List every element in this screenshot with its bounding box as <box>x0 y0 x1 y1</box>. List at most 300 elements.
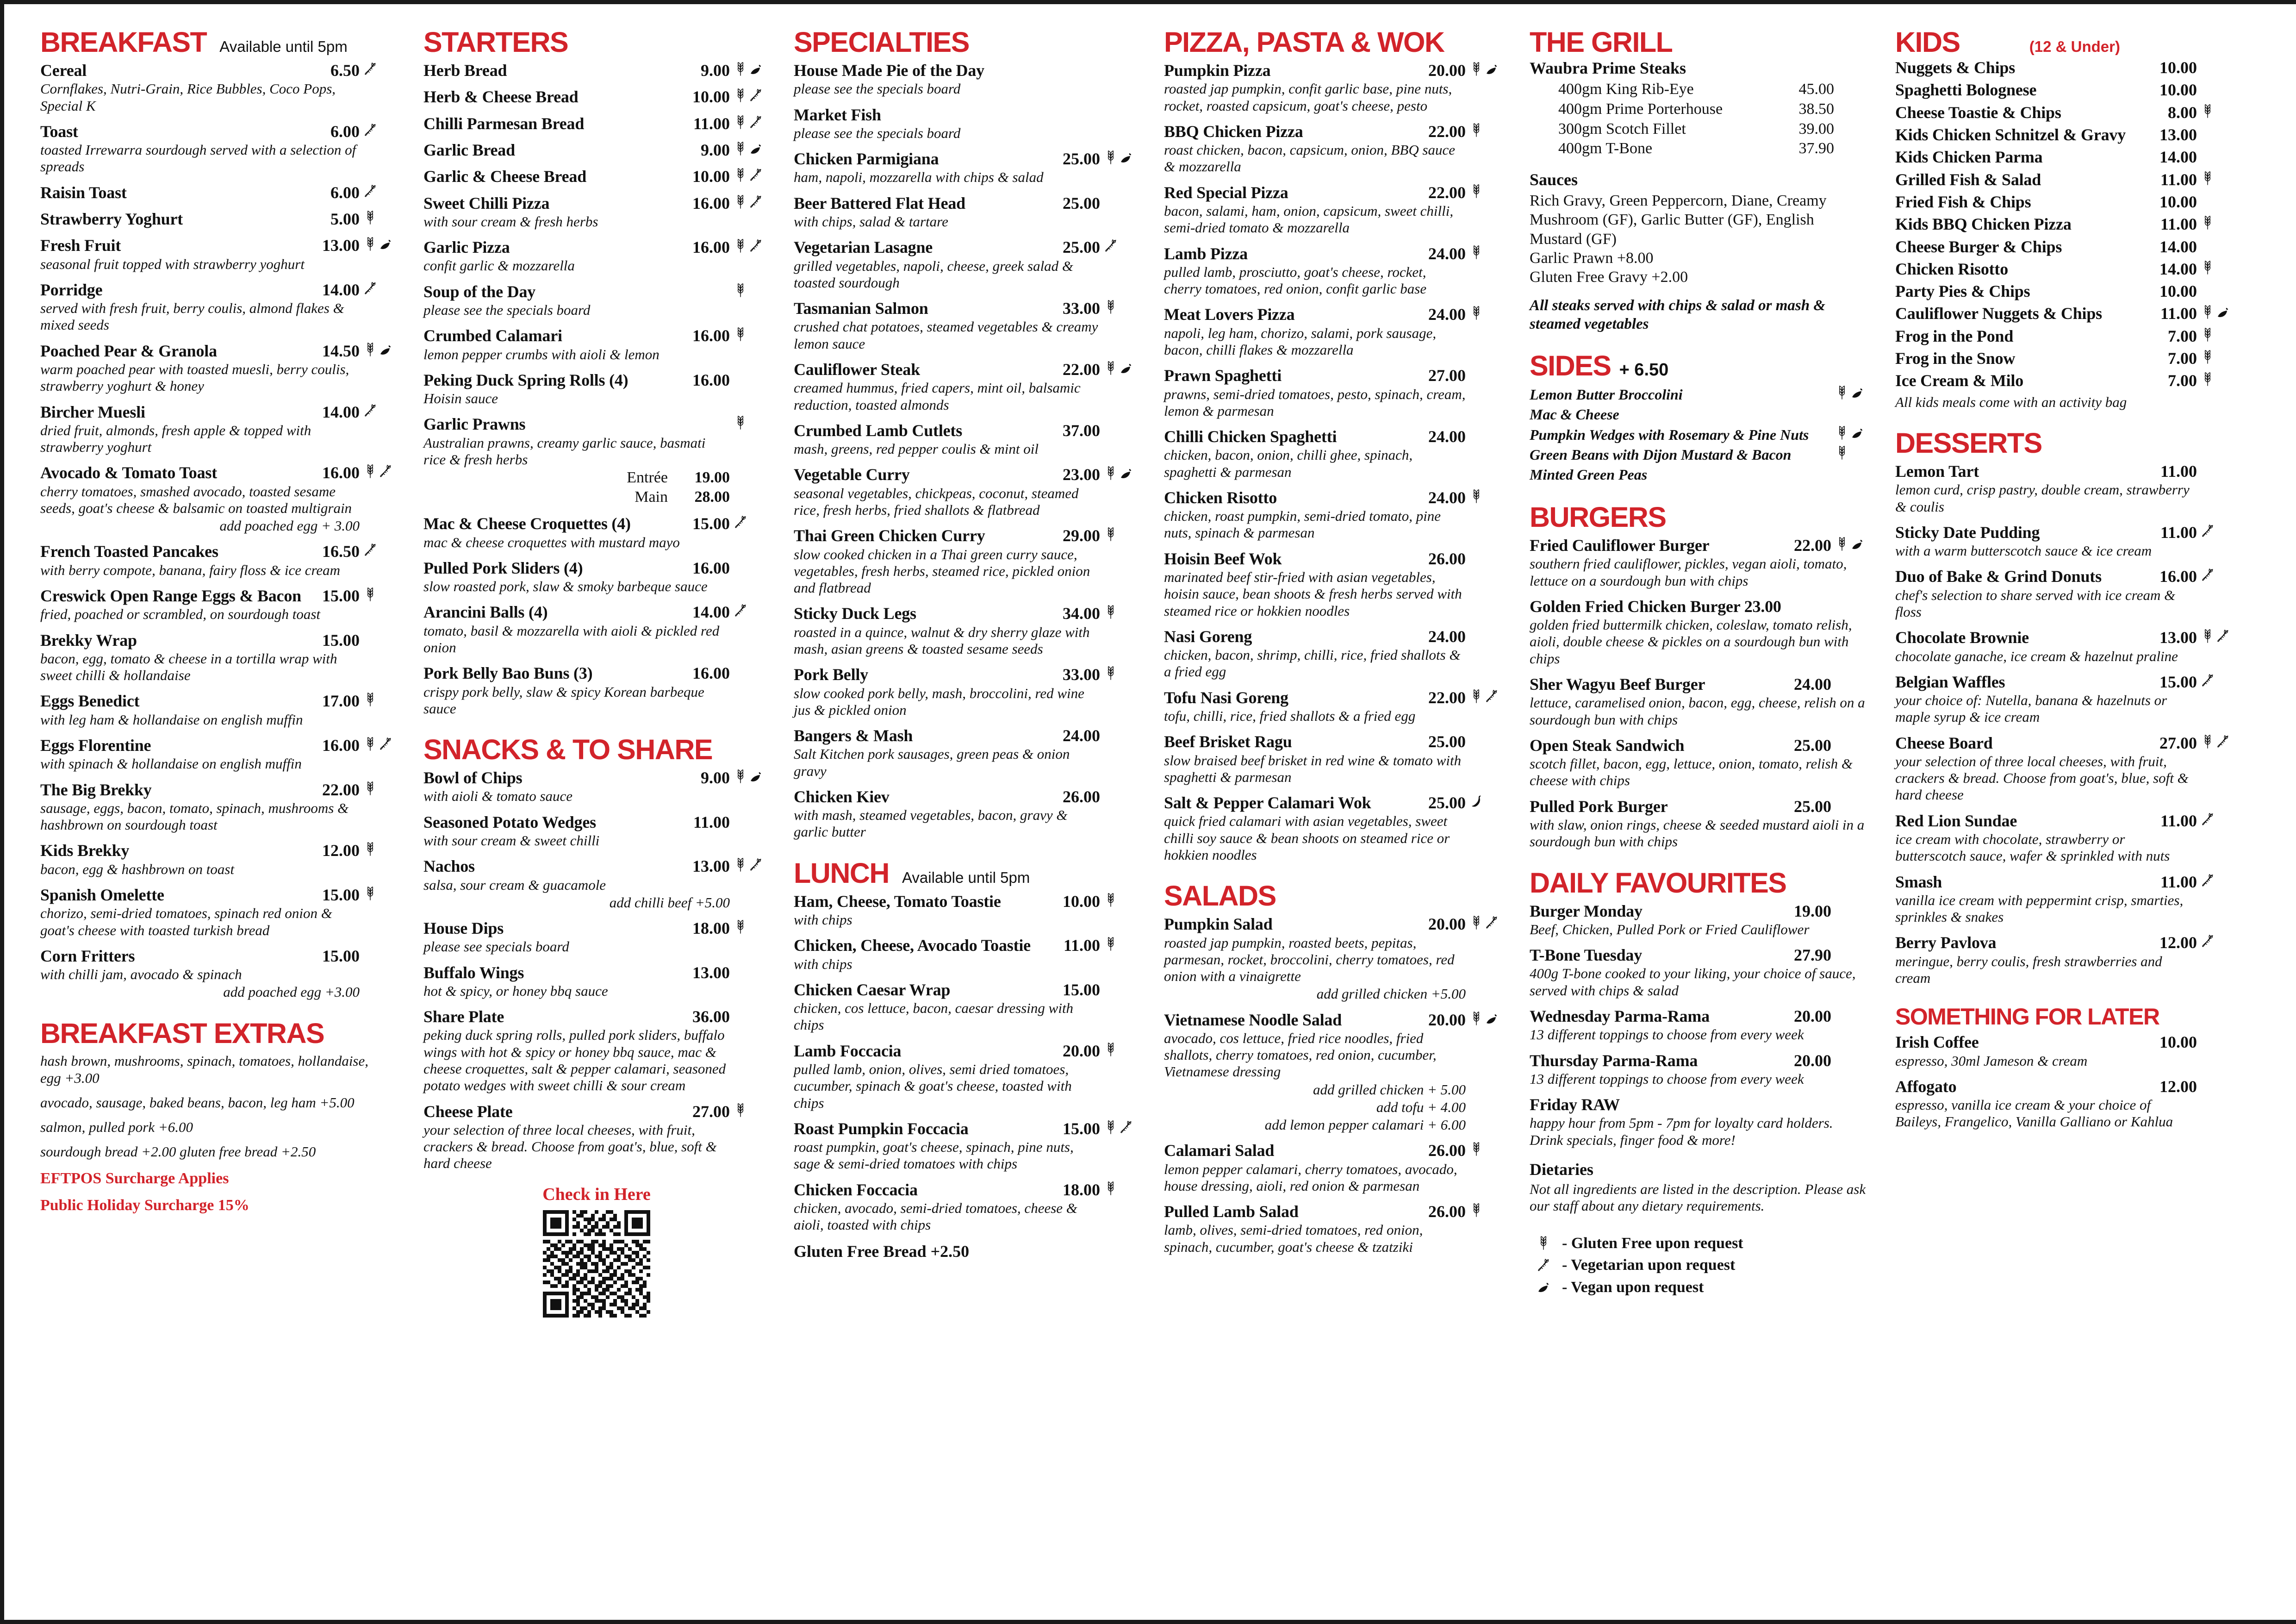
menu-item-price: 23.00 <box>1063 465 1100 484</box>
side-name: Lemon Butter Broccolini <box>1530 386 1683 403</box>
carrot-icon <box>363 183 377 199</box>
menu-item <box>1530 797 1871 850</box>
wheat-icon <box>2201 628 2215 644</box>
column-kids-desserts <box>1883 28 2249 1138</box>
menu-item <box>794 892 1140 929</box>
leaf-icon <box>749 768 763 784</box>
wheat-icon <box>1537 1235 1550 1251</box>
wheat-icon <box>1104 604 1118 620</box>
menu-item-price: 11.00 <box>693 114 730 133</box>
menu-item-description: golden fried buttermilk chicken, coleslaw, tomato relish, aioli, double cheese & pickles on a sourdough bun with chips <box>1530 617 1852 667</box>
wheat-icon <box>1469 244 1483 260</box>
menu-item-name: T-Bone Tuesday <box>1530 946 1642 965</box>
menu-item-description: with chips <box>794 912 852 928</box>
menu-item-description: slow cooked chicken in a Thai green curry sauce, vegetables, fresh herbs, steamed rice, pickled onion and flatbread <box>794 546 1090 596</box>
menu-item-name: Frog in the Pond <box>1895 326 2014 345</box>
dietary-icon-group <box>1466 732 1506 748</box>
menu-item-head <box>423 857 770 875</box>
menu-item-name: Market Fish <box>794 105 881 124</box>
menu-item-name: Bangers & Mash <box>794 726 913 745</box>
breakfast-availability-note: Available until 5pm <box>219 38 348 55</box>
menu-item <box>1530 902 1871 938</box>
menu-item-price: 15.00 <box>322 587 360 606</box>
menu-item-description: chicken, bacon, onion, chilli ghee, spinach, spaghetti & parmesan <box>1164 447 1413 480</box>
dietary-icon-group <box>1466 1141 1506 1157</box>
menu-item-price: 24.00 <box>1794 675 1831 694</box>
menu-item-price: 14.00 <box>2159 259 2197 278</box>
menu-item-price: 10.00 <box>2159 282 2197 301</box>
menu-item <box>794 1119 1140 1173</box>
dietary-icon-group <box>1100 465 1140 481</box>
menu-item-head <box>1530 736 1871 755</box>
menu-item <box>1164 732 1506 786</box>
wheat-icon <box>1104 465 1118 481</box>
breakfast-notices <box>40 1170 399 1214</box>
wheat-icon <box>1104 1181 1118 1196</box>
dietary-icon-group <box>2197 567 2237 583</box>
menu-item-description: with a warm butterscotch sauce & ice cream <box>1895 543 2152 559</box>
dietary-icon-group <box>1100 421 1140 437</box>
carrot-icon <box>363 61 377 77</box>
legend-row <box>1530 1255 1871 1275</box>
menu-item-name: Wednesday Parma-Rama <box>1530 1006 1710 1025</box>
menu-item-description: peking duck spring rolls, pulled pork sliders, buffalo wings with hot & spicy or honey bbq sauce, mac & cheese croquettes, salt & pepper calamari, seasoned potato wedges with sweet chilli & sour cream <box>423 1027 726 1094</box>
menu-item-size-price <box>423 468 770 487</box>
dietary-icon-group <box>730 1007 770 1023</box>
grill-serving-note: All steaks served with chips & salad or mash & steamed vegetables <box>1530 297 1825 332</box>
menu-item-head <box>1895 812 2237 830</box>
wheat-icon <box>363 342 377 357</box>
dietary-icon-group <box>360 886 399 901</box>
wheat-icon <box>1469 183 1483 199</box>
menu-item-price: 14.00 <box>322 280 360 299</box>
menu-item-description: with slaw, onion rings, cheese & seeded mustard aioli in a sourdough bun with chips <box>1530 817 1865 850</box>
dietary-icon-group <box>1831 1007 1871 1023</box>
menu-item-head <box>40 122 399 141</box>
menu-item-price: 22.00 <box>1794 536 1831 555</box>
menu-item-name: Nuggets & Chips <box>1895 58 2016 77</box>
wheat-icon <box>363 841 377 857</box>
menu-item-name: Smash <box>1895 872 1942 891</box>
chilli-icon <box>1469 793 1483 809</box>
wheat-icon <box>363 463 377 479</box>
menu-item-head <box>423 664 770 682</box>
menu-item-head <box>794 1042 1140 1060</box>
steak-name: 400gm Prime Porterhouse <box>1558 100 1723 118</box>
dietary-icon-group <box>1831 1095 1871 1111</box>
dietary-icon-group <box>1466 1011 1506 1026</box>
dietary-icon-group <box>1100 936 1140 952</box>
menu-item <box>40 692 399 728</box>
menu-item-head <box>1895 628 2237 647</box>
menu-item <box>423 603 770 656</box>
menu-item <box>794 526 1140 596</box>
qr-code-wrap[interactable] <box>423 1210 770 1318</box>
dietary-icon-group <box>2197 812 2237 827</box>
dietary-icon-group <box>2197 237 2237 253</box>
menu-item-description: with sour cream & sweet chilli <box>423 832 600 849</box>
menu-item-description: chicken, avocado, semi-dried tomatoes, cheese & aioli, toasted with chips <box>794 1200 1077 1233</box>
carrot-icon <box>363 122 377 138</box>
menu-item-description: fried, poached or scrambled, on sourdough toast <box>40 606 321 623</box>
grill-steak-list <box>1530 80 1871 159</box>
breakfast-extra-line: salmon, pulled pork +6.00 <box>40 1119 193 1136</box>
leaf-icon <box>379 342 392 357</box>
dietary-icon-group <box>2197 673 2237 688</box>
menu-item-name: Burger Monday <box>1530 901 1643 920</box>
dietary-legend <box>1530 1233 1871 1298</box>
menu-item-name: Red Special Pizza <box>1164 183 1288 202</box>
menu-item-name: Beef Brisket Ragu <box>1164 732 1292 751</box>
dietary-icon-group <box>1100 238 1140 254</box>
menu-item-description: 13 different toppings to choose from every week <box>1530 1070 1804 1087</box>
menu-item-description: prawns, semi-dried tomatoes, pesto, spinach, cream, lemon & parmesan <box>1164 386 1466 419</box>
menu-item-head <box>1530 536 1871 555</box>
wheat-icon <box>2201 170 2215 186</box>
dietaries-heading: Dietaries <box>1530 1160 1593 1179</box>
carrot-icon <box>1104 238 1118 254</box>
menu-item-head <box>40 781 399 799</box>
menu-item-name: Kids Brekky <box>40 841 130 860</box>
dietary-icon-group <box>1466 244 1506 260</box>
section-header-desserts <box>1895 429 2237 457</box>
carrot-icon <box>2201 933 2215 949</box>
dietary-icon-group <box>2197 282 2237 298</box>
menu-item <box>1164 915 1506 1002</box>
menu-item-name: Affogato <box>1895 1077 1957 1096</box>
menu-item-price: 10.00 <box>692 87 730 106</box>
dietary-icon-group <box>2197 371 2237 387</box>
menu-item <box>1164 244 1506 298</box>
menu-item-description: happy hour from 5pm - 7pm for loyalty card holders. Drink specials, finger food & more! <box>1530 1115 1833 1148</box>
menu-item-price: 15.00 <box>2159 672 2197 691</box>
menu-item <box>423 326 770 363</box>
dietary-icon-group <box>2197 81 2237 96</box>
wheat-icon <box>734 61 747 77</box>
dietary-icon-group <box>2197 523 2237 539</box>
menu-item-head <box>794 150 1140 168</box>
menu-item-price: 24.00 <box>1063 726 1100 745</box>
section-title-kids: KIDS <box>1895 26 1960 58</box>
wheat-icon <box>734 415 747 431</box>
menu-item-description: Salt Kitchen pork sausages, green peas & onion gravy <box>794 746 1070 779</box>
menu-item-head <box>423 87 770 106</box>
section-header-specialties <box>794 28 1140 56</box>
menu-item-price: 27.90 <box>1794 946 1831 965</box>
menu-item-description: with chips, salad & tartare <box>794 213 948 230</box>
menu-item-name: Vegetable Curry <box>794 465 910 484</box>
carrot-icon <box>2201 812 2215 827</box>
menu-item-price: 25.00 <box>1428 793 1466 812</box>
menu-item-name: Fresh Fruit <box>40 236 121 255</box>
menu-item <box>1164 61 1506 114</box>
dietary-icon-group <box>1100 1181 1140 1196</box>
menu-item <box>423 114 770 133</box>
dietary-icon-group <box>730 559 770 575</box>
menu-item <box>1164 183 1506 237</box>
menu-item-name: Peking Duck Spring Rolls (4) <box>423 370 628 389</box>
menu-item-head <box>1895 523 2237 542</box>
menu-item-head <box>794 981 1140 999</box>
dietary-icon-group <box>1466 366 1506 382</box>
menu-item-description: roasted jap pumpkin, roasted beets, pepitas, parmesan, rocket, broccolini, cherry tomatoes, red onion with a vinaigrette <box>1164 934 1455 985</box>
menu-item-head <box>423 282 770 301</box>
menu-item-head <box>40 736 399 755</box>
dietary-icon-group <box>2197 933 2237 949</box>
menu-item-name: Sweet Chilli Pizza <box>423 194 550 212</box>
menu-item-name: Crumbed Calamari <box>423 326 562 345</box>
dietary-icon-group <box>2197 628 2237 644</box>
menu-item-head <box>794 787 1140 806</box>
menu-item-head <box>40 463 399 482</box>
section-title-burgers: BURGERS <box>1530 501 1666 533</box>
menu-item-price: 10.00 <box>2159 58 2197 77</box>
menu-item-name: Chilli Parmesan Bread <box>423 114 585 133</box>
dietary-icon-group <box>1100 360 1140 376</box>
dietary-icon-group <box>1831 902 1871 918</box>
wheat-icon <box>734 326 747 342</box>
menu-item-head <box>1164 61 1506 80</box>
menu-item-description: Beef, Chicken, Pulled Pork or Fried Cauliflower <box>1530 921 1810 937</box>
menu-item-description: 400g T-bone cooked to your liking, your choice of sauce, served with chips & salad <box>1530 965 1856 999</box>
dietary-icon-group <box>2197 304 2237 320</box>
menu-item-name: Frog in the Snow <box>1895 349 2016 368</box>
menu-item-price: 13.00 <box>692 857 730 876</box>
section-header-starters <box>423 28 770 56</box>
menu-item-name: Kids BBQ Chicken Pizza <box>1895 215 2072 234</box>
menu-item <box>423 282 770 319</box>
dietary-icon-group <box>730 238 770 254</box>
menu-item-name: Crumbed Lamb Cutlets <box>794 421 963 440</box>
menu-item <box>1895 673 2237 726</box>
menu-item <box>40 947 399 1001</box>
menu-item-name: Duo of Bake & Grind Donuts <box>1895 567 2102 586</box>
menu-item-name: Arancini Balls (4) <box>423 603 548 622</box>
steak-name: 300gm Scotch Fillet <box>1558 120 1686 137</box>
menu-item <box>1895 1077 2237 1131</box>
menu-item-name: Garlic Prawns <box>423 415 526 434</box>
leaf-icon <box>1850 425 1864 441</box>
menu-item-name: Eggs Florentine <box>40 736 151 755</box>
menu-item-price: 13.00 <box>322 236 360 255</box>
dietary-icon-group <box>1466 550 1506 565</box>
menu-item <box>1895 215 2237 233</box>
menu-item-head <box>794 726 1140 745</box>
menu-item <box>423 238 770 275</box>
dietary-icon-group <box>1100 1042 1140 1057</box>
menu-item-head <box>423 1007 770 1026</box>
menu-item-name: Beer Battered Flat Head <box>794 194 965 212</box>
menu-item-price: 14.00 <box>692 603 730 622</box>
menu-item-name: Soup of the Day <box>423 282 536 301</box>
menu-item-price: 6.00 <box>330 183 360 202</box>
dietary-icon-group <box>1466 61 1506 77</box>
qr-code-icon[interactable] <box>543 1210 650 1318</box>
grill-sauces-text: Rich Gravy, Green Peppercorn, Diane, Creamy Mushroom (GF), Garlic Butter (GF), English Mustard (GF) <box>1530 192 1827 248</box>
dietary-icon-group <box>730 664 770 680</box>
menu-item-name: Sticky Duck Legs <box>794 604 916 623</box>
dietary-icon-group <box>1100 150 1140 165</box>
breakfast-extra-line: sourdough bread +2.00 gluten free bread +2.50 <box>40 1143 316 1160</box>
legend-label: - Gluten Free upon request <box>1562 1234 1743 1252</box>
carrot-icon <box>1119 1119 1133 1135</box>
menu-item-name: Chicken Risotto <box>1895 259 2009 278</box>
menu-item <box>40 781 399 834</box>
dietary-icon-group <box>1100 61 1140 77</box>
dietary-icon-group <box>360 122 399 138</box>
menu-item <box>794 1042 1140 1112</box>
menu-item-description: hot & spicy, or honey bbq sauce <box>423 982 608 999</box>
leaf-icon <box>1119 465 1133 481</box>
menu-item-head <box>1895 873 2237 891</box>
menu-item-price: 20.00 <box>1794 1006 1831 1025</box>
section-title-grill: THE GRILL <box>1530 26 1673 58</box>
menu-item-head <box>423 559 770 577</box>
menu-item <box>40 631 399 684</box>
menu-item-price: 11.00 <box>2160 304 2197 323</box>
menu-item <box>794 1181 1140 1234</box>
menu-item-name: Pulled Pork Sliders (4) <box>423 558 583 577</box>
menu-item-price: 16.00 <box>692 238 730 257</box>
legend-label: - Vegan upon request <box>1562 1278 1704 1296</box>
dietary-icon-group <box>730 141 770 156</box>
menu-item-name: Corn Fritters <box>40 946 135 965</box>
menu-item-price: 12.00 <box>2159 933 2197 952</box>
dietary-icon-group <box>1100 665 1140 681</box>
menu-item-price: 18.00 <box>692 919 730 937</box>
menu-item-description: Australian prawns, creamy garlic sauce, basmati rice & fresh herbs <box>423 434 706 468</box>
side-row <box>1530 405 1871 425</box>
dietary-icon-group <box>730 415 770 431</box>
menu-item <box>423 141 770 159</box>
menu-item <box>794 465 1140 518</box>
menu-item-head <box>1164 122 1506 141</box>
leaf-icon <box>1485 1011 1499 1026</box>
menu-item <box>1895 237 2237 256</box>
legend-row <box>1530 1277 1871 1298</box>
leaf-icon <box>1119 360 1133 376</box>
menu-item <box>1164 122 1506 175</box>
menu-item-head <box>1164 305 1506 324</box>
menu-item-name: BBQ Chicken Pizza <box>1164 122 1303 141</box>
dietary-icon-group <box>1100 787 1140 803</box>
menu-item-head <box>1164 627 1506 646</box>
legend-icon-wrap <box>1530 1279 1557 1295</box>
menu-item-name: Salt & Pepper Calamari Wok <box>1164 793 1371 812</box>
menu-item-description: please see specials board <box>423 938 569 955</box>
carrot-icon <box>1485 915 1499 931</box>
menu-item <box>1530 1051 1871 1088</box>
menu-item-description: sausage, eggs, bacon, tomato, spinach, mushrooms & hashbrown on sourdough toast <box>40 800 349 833</box>
menu-item-name: Creswick Open Range Eggs & Bacon <box>40 587 301 606</box>
menu-item-name: Chicken Risotto <box>1164 488 1277 507</box>
menu-item-description: with chips <box>794 956 852 972</box>
menu-item <box>423 371 770 407</box>
menu-item-head <box>794 665 1140 684</box>
leaf-icon <box>749 61 763 77</box>
dietary-icon-group <box>1100 981 1140 996</box>
menu-item-head <box>1530 797 1871 816</box>
menu-item-price: 12.00 <box>322 841 360 860</box>
side-row <box>1530 385 1871 405</box>
menu-item-name: Calamari Salad <box>1164 1141 1275 1160</box>
carrot-icon <box>749 857 763 873</box>
dietary-icon-group <box>1831 405 1871 420</box>
menu-item-name: Strawberry Yoghurt <box>40 210 183 228</box>
section-header-burgers <box>1530 503 1871 531</box>
menu-item-name: Toast <box>40 122 78 141</box>
grill-sauces-heading: Sauces <box>1530 170 1578 189</box>
menu-item-head <box>40 947 399 965</box>
dietary-icon-group <box>1100 726 1140 742</box>
menu-item-price: 20.00 <box>1063 1041 1100 1060</box>
dietaries-text: Not all ingredients are listed in the description. Please ask our staff about any dietary requirements. <box>1530 1181 1866 1214</box>
wheat-icon <box>2201 304 2215 320</box>
menu-item-name: Cheese Burger & Chips <box>1895 237 2062 256</box>
leaf-icon <box>1850 536 1864 552</box>
dietary-icon-group <box>360 463 399 479</box>
dietary-icon-group <box>1100 194 1140 210</box>
menu-item-head <box>423 919 770 937</box>
menu-item-name: Eggs Benedict <box>40 692 140 711</box>
menu-item-name: Cauliflower Nuggets & Chips <box>1895 304 2102 323</box>
menu-item <box>794 604 1140 657</box>
wheat-icon <box>1469 488 1483 504</box>
steak-price: 45.00 <box>1798 81 1834 98</box>
dietary-icon-group <box>1466 627 1506 643</box>
menu-item-name: Nachos <box>423 857 475 876</box>
column-grill <box>1518 28 1883 1299</box>
menu-item-name: Hoisin Beef Wok <box>1164 549 1282 568</box>
section-title-breakfast: BREAKFAST <box>40 26 207 58</box>
menu-item <box>1164 1202 1506 1255</box>
breakfast-extra-line: avocado, sausage, baked beans, bacon, leg ham +5.00 <box>40 1094 355 1111</box>
menu-item-description: please see the specials board <box>423 302 591 319</box>
snacks-item-list <box>423 768 770 1172</box>
menu-item <box>1895 125 2237 144</box>
dietary-icon-group <box>360 210 399 225</box>
carrot-icon <box>2216 628 2230 644</box>
dietary-icon-group <box>730 919 770 935</box>
carrot-icon <box>363 542 377 558</box>
menu-item-name: Brekky Wrap <box>40 631 137 650</box>
menu-item <box>1895 148 2237 166</box>
dietary-icon-group <box>730 768 770 784</box>
desserts-item-list <box>1895 462 2237 987</box>
size-price: 28.00 <box>694 488 730 506</box>
carrot-icon <box>749 87 763 103</box>
section-title-pizza-pasta-wok: PIZZA, PASTA & WOK <box>1164 26 1444 58</box>
menu-item-description: crispy pork belly, slaw & spicy Korean barbeque sauce <box>423 683 704 717</box>
menu-item-head <box>40 61 399 80</box>
menu-item-head <box>423 167 770 186</box>
menu-item-name: Pumpkin Pizza <box>1164 61 1271 80</box>
menu-item <box>1164 793 1506 863</box>
dietary-icon-group <box>360 236 399 252</box>
menu-item-price: 9.00 <box>701 61 730 80</box>
wheat-icon <box>734 114 747 130</box>
menu-item-price: 16.00 <box>692 326 730 345</box>
menu-item-head <box>1164 1202 1506 1221</box>
menu-item-name: Meat Lovers Pizza <box>1164 305 1295 324</box>
menu-item-head <box>794 936 1140 955</box>
breakfast-item-list <box>40 61 399 1001</box>
menu-item-head <box>1164 244 1506 263</box>
dietary-icon-group <box>360 631 399 647</box>
menu-item-description: with chilli jam, avocado & spinach <box>40 966 242 983</box>
menu-item-head <box>1895 462 2237 481</box>
menu-item <box>794 106 1140 142</box>
